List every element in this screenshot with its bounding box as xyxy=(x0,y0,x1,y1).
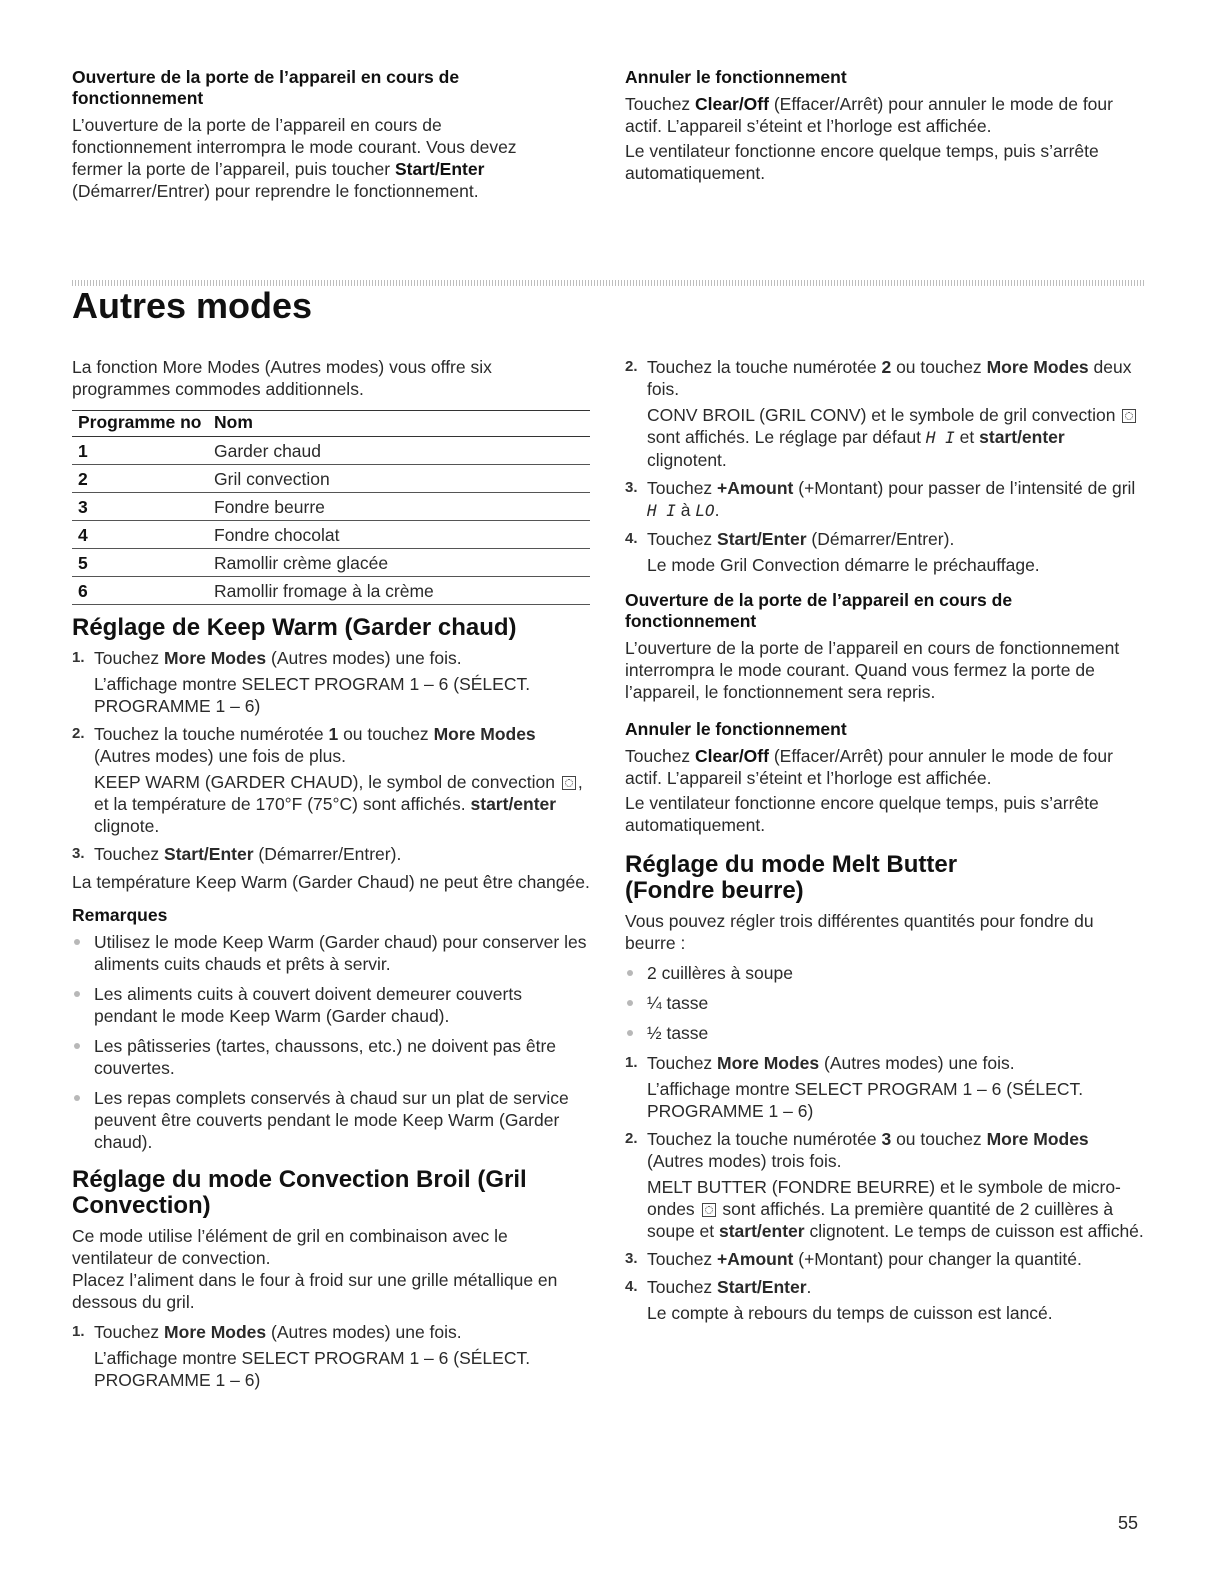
table-row xyxy=(72,493,590,521)
convection-icon xyxy=(562,776,576,790)
remark-item: Les pâtisseries (tartes, chaussons, etc.) ne doivent pas être couvertes. xyxy=(72,1035,590,1079)
right-column xyxy=(625,356,1145,1330)
step-detail: L’affichage montre SELECT PROGRAM 1 – 6 (SÉLECT. PROGRAMME 1 – 6) xyxy=(647,1079,1084,1121)
remark-item: Les repas complets conservés à chaud sur un plat de service peuvent être couverts pendant le mode Keep Warm (Garder chaud). xyxy=(72,1087,590,1153)
program-number: 3 xyxy=(78,497,88,517)
melt-butter-step: 4. Touchez Start/Enter. Le compte à rebours du temps de cuisson est lancé. xyxy=(625,1276,1145,1324)
cancel-paragraph-1: Touchez Clear/Off (Effacer/Arrêt) pour annuler le mode de four actif. L’appareil s’éteint et l’horloge est affichée. xyxy=(625,94,1113,136)
cancel-paragraph-2b: Le ventilateur fonctionne encore quelque temps, puis s’arrête automatiquement. xyxy=(625,793,1099,835)
table-row xyxy=(72,549,590,577)
keep-warm-steps xyxy=(72,647,590,865)
top-left-section xyxy=(72,67,552,205)
bullet-icon xyxy=(627,1030,633,1036)
bullet-icon xyxy=(74,1095,80,1101)
program-name: Gril convection xyxy=(214,469,330,489)
page-title: Autres modes xyxy=(72,285,313,326)
page-number: 55 xyxy=(1118,1513,1139,1533)
conv-broil-paragraph-1: Ce mode utilise l’élément de gril en combinaison avec le ventilateur de convection. xyxy=(72,1226,508,1268)
step-detail: L’affichage montre SELECT PROGRAM 1 – 6 (SÉLECT. PROGRAMME 1 – 6) xyxy=(94,1348,531,1390)
remark-item: Les aliments cuits à couvert doivent demeurer couverts pendant le mode Keep Warm (Garder chaud). xyxy=(72,983,590,1027)
program-number: 6 xyxy=(78,581,88,601)
step-detail: CONV BROIL (GRIL CONV) et le symbole de gril convection sont affichés. Le réglage par défaut H I et start/enter clignotent. xyxy=(647,404,1145,471)
bullet-icon xyxy=(627,970,633,976)
program-name: Ramollir fromage à la crème xyxy=(214,581,434,601)
conv-broil-step: 3. Touchez +Amount (+Montant) pour passer de l’intensité de gril H I à LO. xyxy=(625,478,1136,520)
program-table-header xyxy=(72,411,590,437)
door-open-paragraph: L’ouverture de la porte de l’appareil en cours de fonctionnement interrompra le mode courant. Vous devez fermer la porte de l’appareil, puis toucher Start/Enter (Démarrer/Entrer) pour reprendre le fonctionnement. xyxy=(72,115,517,201)
cancel-paragraph-1b: Touchez Clear/Off (Effacer/Arrêt) pour annuler le mode de four actif. L’appareil s’éteint et l’horloge est affichée. xyxy=(625,746,1113,788)
cancel-paragraph-2: Le ventilateur fonctionne encore quelque temps, puis s’arrête automatiquement. xyxy=(625,141,1099,183)
bullet-icon xyxy=(627,1000,633,1006)
bullet-icon xyxy=(74,991,80,997)
conv-broil-title: Réglage du mode Convection Broil (Gril Convection) xyxy=(72,1166,527,1219)
program-number: 5 xyxy=(78,553,88,573)
keep-warm-step: 1. Touchez More Modes (Autres modes) une fois. L’affichage montre SELECT PROGRAM 1 – 6 (SÉLECT. PROGRAMME 1 – 6) xyxy=(72,647,590,717)
keep-warm-title: Réglage de Keep Warm (Garder chaud) xyxy=(72,614,517,641)
step-detail: MELT BUTTER (FONDRE BEURRE) et le symbole de micro-ondes sont affichés. La première quantité de 2 cuillères à soupe et start/enter clignotent. Le temps de cuisson est affiché. xyxy=(647,1177,1144,1241)
keep-warm-note: La température Keep Warm (Garder Chaud) ne peut être changée. xyxy=(72,872,590,892)
left-column xyxy=(72,356,590,1397)
program-name: Garder chaud xyxy=(214,441,322,461)
step-detail: KEEP WARM (GARDER CHAUD), le symbol de convection , et la température de 170°F (75°C) sont affichés. start/enter clignote. xyxy=(94,772,583,836)
convection-broil-icon xyxy=(1122,409,1136,423)
remark-item: Utilisez le mode Keep Warm (Garder chaud) pour conserver les aliments cuits chauds et prêts à servir. xyxy=(72,931,590,975)
table-row xyxy=(72,521,590,549)
bullet-icon xyxy=(74,1043,80,1049)
program-name: Fondre beurre xyxy=(214,497,325,517)
conv-broil-steps-right xyxy=(625,356,1145,576)
quantity-item: ¼ tasse xyxy=(625,992,1145,1014)
program-number-header: Programme no xyxy=(78,412,202,432)
conv-broil-paragraph-2: Placez l’aliment dans le four à froid sur une grille métallique en dessous du gril. xyxy=(72,1270,558,1312)
quantity-item: 2 cuillères à soupe xyxy=(625,962,1145,984)
conv-broil-step: 4. Touchez Start/Enter (Démarrer/Entrer). Le mode Gril Convection démarre le préchauffage. xyxy=(625,528,1145,576)
remarks-list xyxy=(72,931,590,1153)
quantities-list xyxy=(625,962,1145,1044)
melt-butter-step: 1. Touchez More Modes (Autres modes) une fois. L’affichage montre SELECT PROGRAM 1 – 6 (SÉLECT. PROGRAMME 1 – 6) xyxy=(625,1052,1145,1122)
table-row xyxy=(72,577,590,605)
quantity-item: ½ tasse xyxy=(625,1022,1145,1044)
cancel-heading-2: Annuler le fonctionnement xyxy=(625,719,847,739)
step-detail: Le mode Gril Convection démarre le préchauffage. xyxy=(647,555,1040,575)
program-number: 2 xyxy=(78,469,88,489)
table-row xyxy=(72,437,590,465)
program-name-header: Nom xyxy=(214,412,253,432)
door-open-paragraph-2: L’ouverture de la porte de l’appareil en cours de fonctionnement interrompra le mode courant. Quand vous fermez la porte de l’appareil, le fonctionnement sera repris. xyxy=(625,638,1120,702)
program-number: 1 xyxy=(78,441,88,461)
melt-butter-steps xyxy=(625,1052,1145,1324)
table-row xyxy=(72,465,590,493)
conv-broil-steps-left xyxy=(72,1321,590,1391)
door-open-heading: Ouverture de la porte de l’appareil en cours de fonctionnement xyxy=(72,67,460,108)
program-table xyxy=(72,410,590,605)
conv-broil-step: 1. Touchez More Modes (Autres modes) une fois. L’affichage montre SELECT PROGRAM 1 – 6 (SÉLECT. PROGRAMME 1 – 6) xyxy=(72,1321,590,1391)
step-detail: L’affichage montre SELECT PROGRAM 1 – 6 (SÉLECT. PROGRAMME 1 – 6) xyxy=(94,674,531,716)
melt-butter-step: 3. Touchez +Amount (+Montant) pour changer la quantité. xyxy=(625,1249,1082,1269)
keep-warm-step: 3. Touchez Start/Enter (Démarrer/Entrer). xyxy=(72,844,402,864)
keep-warm-step: 2. Touchez la touche numérotée 1 ou touchez More Modes (Autres modes) une fois de plus. KEEP WARM (GARDER CHAUD), le symbol de convection , et la température de 170°F (75°C) sont affichés. start/enter clignote. xyxy=(72,723,590,837)
step-detail: Le compte à rebours du temps de cuisson est lancé. xyxy=(647,1303,1053,1323)
remarks-heading: Remarques xyxy=(72,905,168,925)
melt-butter-step: 2. Touchez la touche numérotée 3 ou touchez More Modes (Autres modes) trois fois. MELT BUTTER (FONDRE BEURRE) et le symbole de micro-ondes sont affichés. La première quantité de 2 cuillères à soupe et start/enter clignotent. Le temps de cuisson est affiché. xyxy=(625,1129,1144,1241)
microwave-icon xyxy=(702,1203,716,1217)
melt-butter-title: Réglage du mode Melt Butter (Fondre beurre) xyxy=(625,851,958,904)
program-name: Ramollir crème glacée xyxy=(214,553,389,573)
program-number: 4 xyxy=(78,525,88,545)
top-right-section xyxy=(625,67,1145,187)
intro-paragraph: La fonction More Modes (Autres modes) vous offre six programmes commodes additionnels. xyxy=(72,357,492,399)
cancel-heading: Annuler le fonctionnement xyxy=(625,67,847,87)
melt-butter-intro: Vous pouvez régler trois différentes quantités pour fondre du beurre : xyxy=(625,911,1094,953)
conv-broil-step: 2. Touchez la touche numérotée 2 ou touchez More Modes deux fois. CONV BROIL (GRIL CONV) et le symbole de gril convection sont affichés. Le réglage par défaut H I et start/enter clignotent. xyxy=(625,356,1145,471)
program-name: Fondre chocolat xyxy=(214,525,340,545)
bullet-icon xyxy=(74,939,80,945)
door-open-heading-2: Ouverture de la porte de l’appareil en cours de fonctionnement xyxy=(625,590,1013,631)
